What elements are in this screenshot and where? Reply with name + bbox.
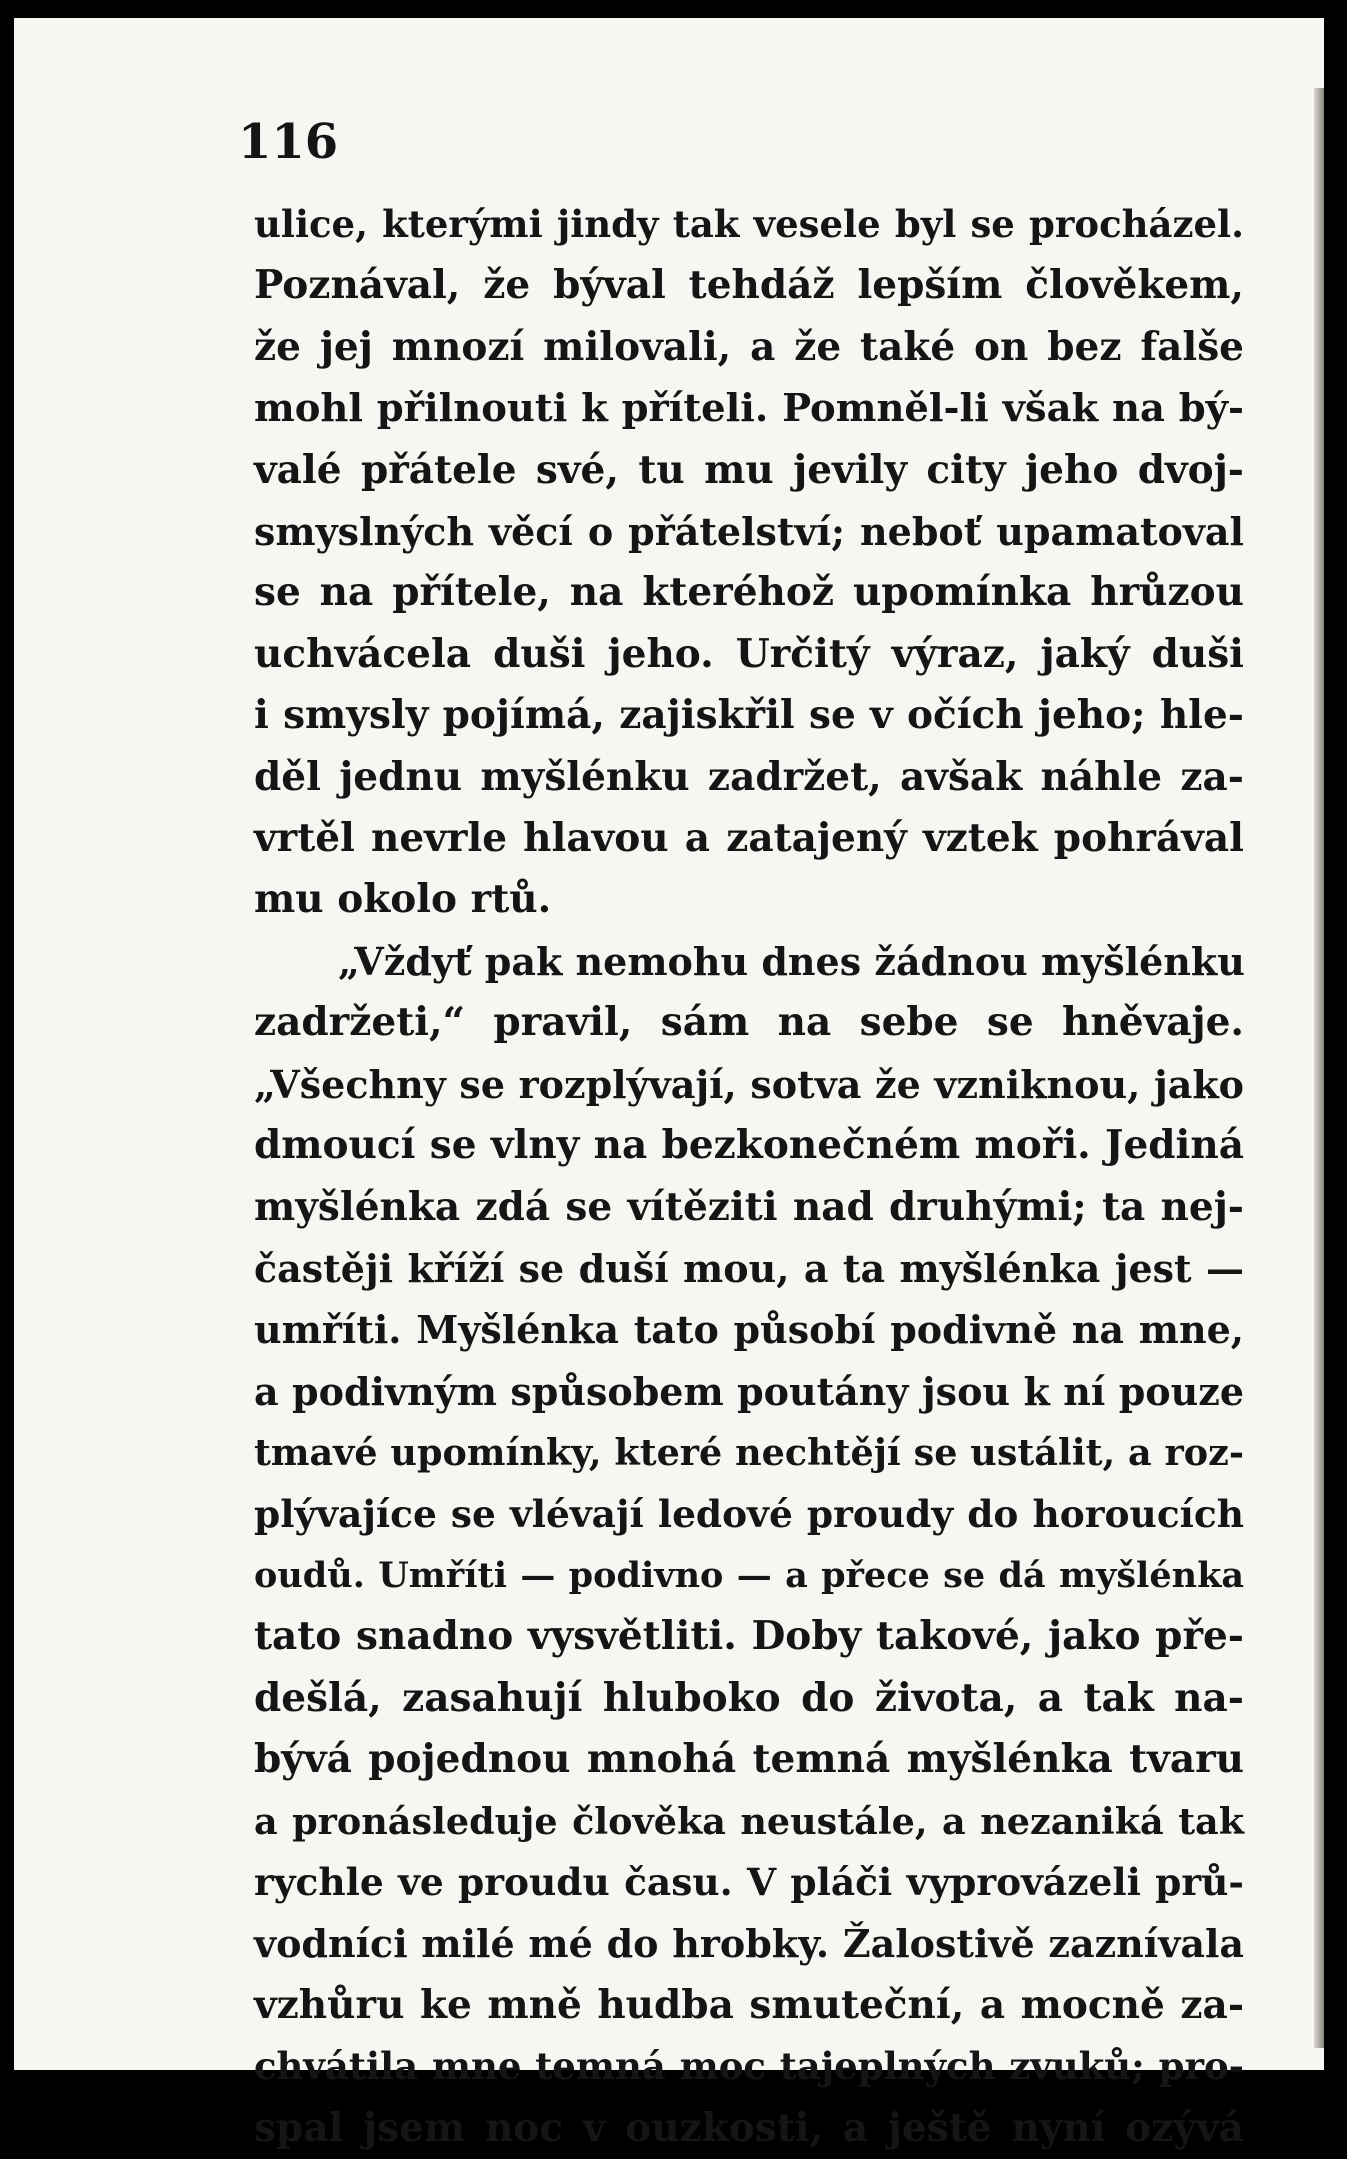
- text-line: „Vždyť pak nemohu dnes žádnou myšlénku: [338, 938, 1245, 984]
- text-line: chvátila mne temná moc tajeplných zvuků; pro-: [254, 2044, 1244, 2089]
- page-number: 116: [238, 114, 339, 170]
- text-line: uchvácela duši jeho. Určitý výraz, jaký duši: [254, 630, 1244, 677]
- text-line: mohl přilnouti k příteli. Pomněl-li však na bý-: [254, 386, 1244, 432]
- text-line: plývajíce se vlévají ledové proudy do horoucích: [254, 1491, 1244, 1536]
- text-line: tmavé upomínky, které nechtějí se ustálit, a roz-: [254, 1431, 1244, 1475]
- text-line: ulice, kterými jindy tak vesele byl se procházel.: [254, 202, 1244, 246]
- text-line: se na přítele, na kteréhož upomínka hrůzou: [254, 569, 1244, 616]
- text-line: spal jsem noc v ouzkosti, a ještě nyní ozývá: [254, 2104, 1244, 2151]
- text-line: dmoucí se vlny na bezkonečném moři. Jediná: [254, 1122, 1244, 1169]
- text-line: vrtěl nevrle hlavou a zatajený vztek pohrával: [254, 815, 1244, 862]
- body-text: [254, 194, 1244, 2159]
- text-line: dešlá, zasahují hluboko do života, a tak na-: [254, 1674, 1244, 1721]
- text-line: vodníci milé mé do hrobky. Žalostivě zaznívala: [254, 1921, 1244, 1967]
- text-line: valé přátele své, tu mu jevily city jeho dvoj-: [254, 446, 1244, 493]
- text-line: umříti. Myšlénka tato působí podivně na mne,: [254, 1307, 1244, 1353]
- text-line: bývá pojednou mnohá temná myšlénka tvaru: [254, 1736, 1244, 1783]
- text-line: i smysly pojímá, zajiskřil se v očích jeho; hle-: [254, 692, 1244, 739]
- text-line: děl jednu myšlénku zadržet, avšak náhle za-: [254, 753, 1244, 800]
- text-line: že jej mnozí milovali, a že také on bez falše: [254, 323, 1244, 370]
- text-line: vzhůru ke mně hudba smuteční, a mocně za-: [254, 1981, 1244, 2028]
- text-line: tato snadno vysvětliti. Doby takové, jako pře-: [254, 1613, 1244, 1660]
- text-line: Poznával, že býval tehdáž lepším člověkem,: [254, 262, 1244, 309]
- text-line: myšlénka zdá se vítěziti nad druhými; ta nej-: [254, 1183, 1244, 1230]
- text-line: častěji kříží se duší mou, a ta myšlénka jest —: [254, 1245, 1244, 1291]
- text-line: a podivným spůsobem poutány jsou k ní pouze: [254, 1368, 1244, 1414]
- text-line: rychle ve proudu času. V pláči vyprovázeli prů-: [254, 1859, 1244, 1904]
- text-line: oudů. Umříti — podivno — a přece se dá myšlénka: [254, 1554, 1244, 1596]
- book-page: [14, 18, 1324, 2151]
- text-line: mu okolo rtů.: [254, 876, 552, 923]
- page-gutter-shadow: [1314, 88, 1324, 2048]
- text-line: smyslných věcí o přátelství; neboť upamatoval: [254, 509, 1244, 555]
- text-line: „Všechny se rozplývají, sotva že vzniknou, jako: [254, 1061, 1244, 1107]
- text-line: zadržeti,“ pravil, sám na sebe se hněvaje.: [254, 999, 1244, 1046]
- text-line: a pronásleduje člověka neustále, a nezaniká tak: [254, 1799, 1244, 1843]
